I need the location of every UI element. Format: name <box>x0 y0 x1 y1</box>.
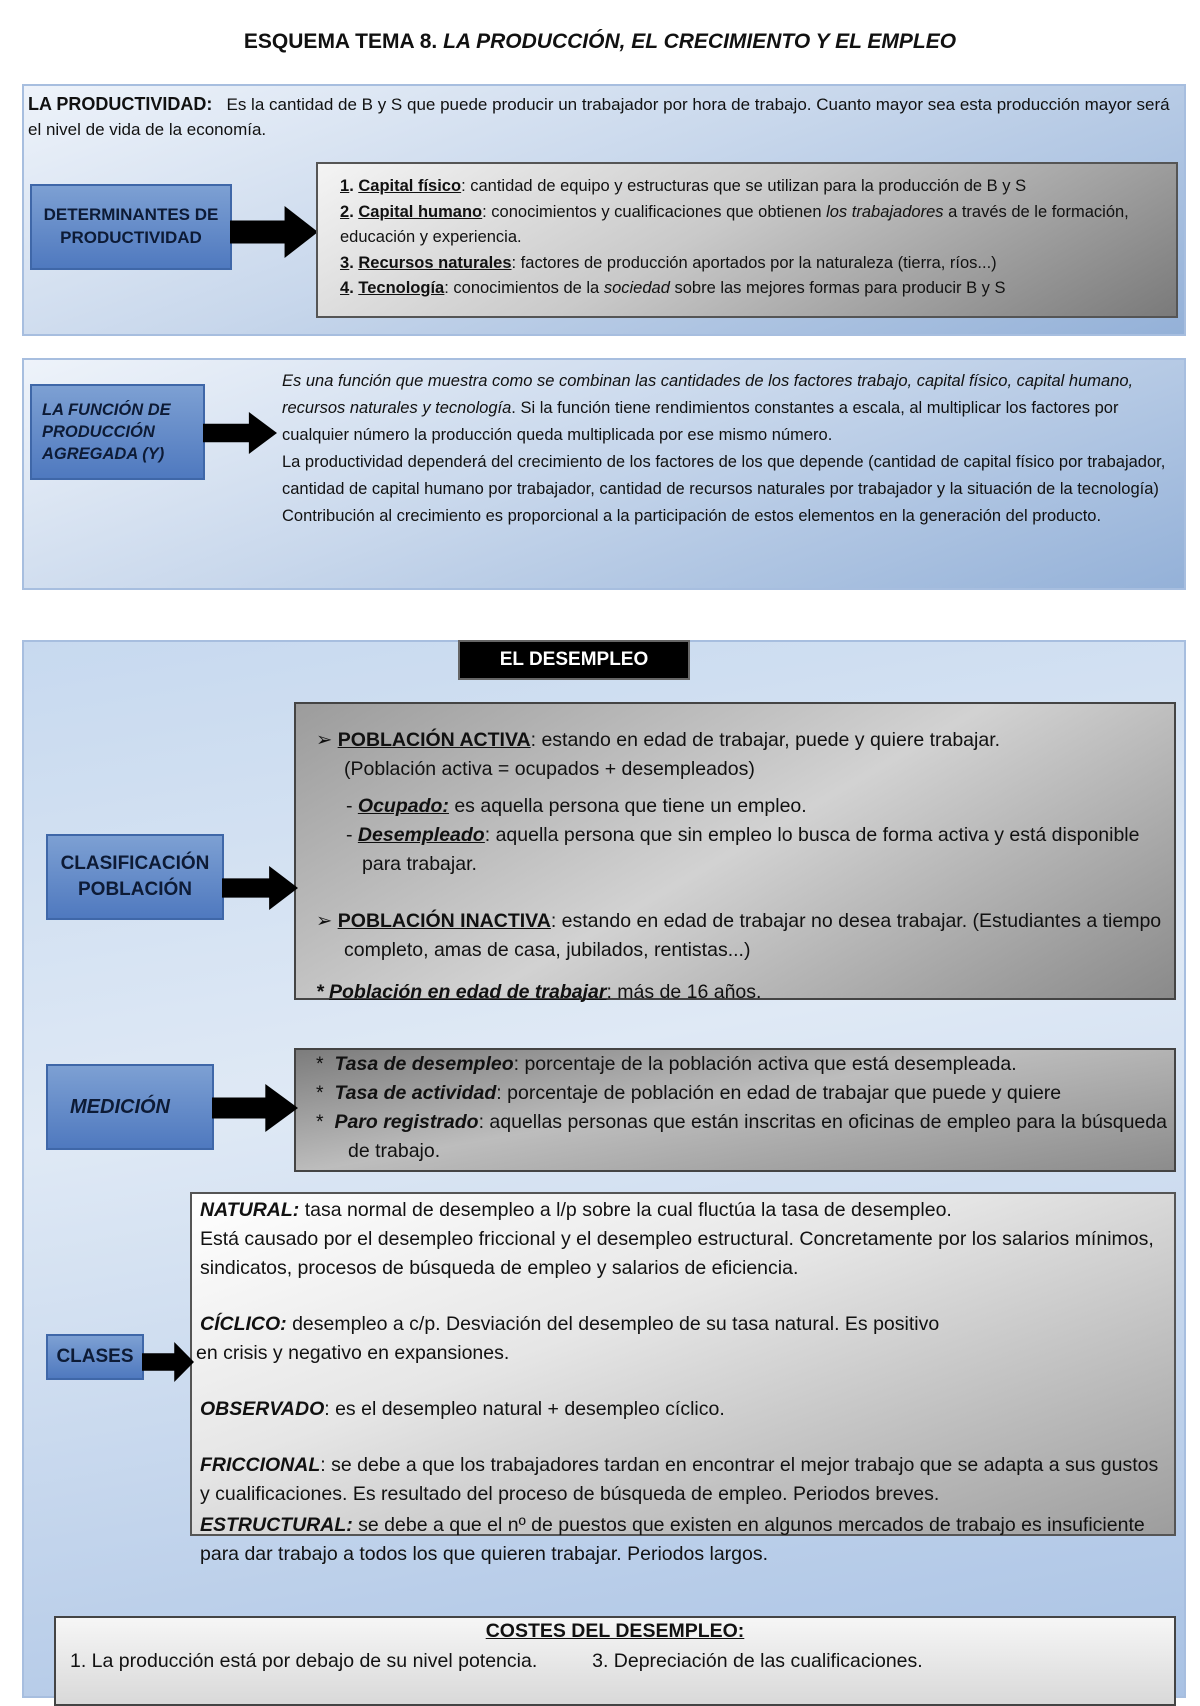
clase-observado: OBSERVADO: es el desempleo natural + desempleo cíclico. <box>200 1398 725 1420</box>
determinante-item: 2. Capital humano: conocimientos y cualificaciones que obtienen los trabajadores a través de le formación, educación y experiencia. <box>340 202 1129 246</box>
medicion-item: * Tasa de actividad: porcentaje de población en edad de trabajar que puede y quiere <box>316 1082 1062 1104</box>
ocupado-item: - Ocupado: es aquella persona que tiene un empleo. <box>346 795 807 817</box>
edad-trabajar: * Población en edad de trabajar: más de 16 años. <box>316 981 762 1003</box>
clasificacion-box: CLASIFICACIÓN POBLACIÓN <box>46 834 224 920</box>
funcion-text <box>282 368 1174 530</box>
medicion-item: * Paro registrado: aquellas personas que están inscritas en oficinas de empleo para la búsqueda de trabajo. <box>316 1111 1167 1162</box>
costes-list <box>70 1650 1170 1673</box>
clase-natural-detail: Está causado por el desempleo friccional y el desempleo estructural. Concretamente por los salarios mínimos, sindicatos, procesos de búsqueda de empleo y salarios de eficiencia. <box>200 1228 1154 1279</box>
clase-friccional: FRICCIONAL: se debe a que los trabajadores tardan en encontrar el mejor trabajo que se adapta a sus gustos y cualificaciones. Es resultado del proceso de búsqueda de empleo. Periodos breves. <box>200 1454 1159 1505</box>
poblacion-activa: ➢ POBLACIÓN ACTIVA: estando en edad de trabajar, puede y quiere trabajar. <box>316 729 1001 751</box>
medicion-list <box>316 1048 1172 1166</box>
title-prefix: ESQUEMA TEMA 8. <box>243 30 438 53</box>
coste-item: 1. La producción está por debajo de su nivel potencia. <box>70 1650 538 1672</box>
productividad-text: Es la cantidad de B y S que puede producir un trabajador por hora de trabajo. Cuanto mayor sea esta producción mayor será el nivel de vida de la economía. <box>28 95 1170 139</box>
clases-box: CLASES <box>46 1334 144 1380</box>
productividad-definition <box>28 92 1178 142</box>
funcion-italic-definition: Es una función que muestra como se combinan las cantidades de los factores trabajo, capital físico, capital humano, recursos naturales y tecnología <box>282 372 1134 417</box>
clase-ciclico-detail: en crisis y negativo en expansiones. <box>196 1342 510 1364</box>
funcion-rest-definition: . Si la función tiene rendimientos constantes a escala, al multiplicar los factores por cualquier número la producción queda multiplicada por ese mismo número. <box>282 399 1119 444</box>
productividad-label: LA PRODUCTIVIDAD: <box>28 94 213 114</box>
determinante-item: 3. Recursos naturales: factores de producción aportados por la naturaleza (tierra, ríos...) <box>340 253 997 272</box>
desempleo-header: EL DESEMPLEO <box>458 640 690 680</box>
funcion-box: LA FUNCIÓN DE PRODUCCIÓN AGREGADA (Y) <box>30 384 205 480</box>
determinantes-box: DETERMINANTES DE PRODUCTIVIDAD <box>30 184 232 270</box>
page-title <box>0 30 1200 54</box>
funcion-paragraph2: La productividad dependerá del crecimiento de los factores de los que depende (cantidad de capital físico por trabajador, cantidad de capital humano por trabajador, cantidad de recursos naturales por trabajador y la situación de la tecnología) Contribución al crecimiento es proporcional a la participación de estos elementos en la generación del producto. <box>282 453 1166 525</box>
poblacion-inactiva: ➢ POBLACIÓN INACTIVA: estando en edad de trabajar no desea trabajar. (Estudiantes a tiempo completo, amas de casa, jubilados, rentistas...) <box>316 910 1162 961</box>
clase-ciclico: CÍCLICO: desempleo a c/p. Desviación del desempleo de su tasa natural. Es positivo <box>200 1313 940 1335</box>
determinante-item: 4. Tecnología: conocimientos de la sociedad sobre las mejores formas para producir B y S <box>340 279 1006 297</box>
clase-natural: NATURAL: tasa normal de desempleo a l/p sobre la cual fluctúa la tasa de desempleo. <box>200 1199 952 1221</box>
costes-title: COSTES DEL DESEMPLEO: <box>485 1620 745 1642</box>
medicion-item: * Tasa de desempleo: porcentaje de la población activa que está desempleada. <box>316 1053 1017 1075</box>
poblacion-activa-formula: (Población activa = ocupados + desempleados) <box>344 758 755 780</box>
medicion-box: MEDICIÓN <box>46 1064 214 1150</box>
clasificacion-text <box>316 726 1166 965</box>
determinante-item: 1. Capital físico: cantidad de equipo y estructuras que se utilizan para la producción de B y S <box>340 177 1027 195</box>
desempleado-item: - Desempleado: aquella persona que sin empleo lo busca de forma activa y está disponible para trabajar. <box>346 824 1140 875</box>
title-italic: LA PRODUCCIÓN, EL CRECIMIENTO Y EL EMPLEO <box>443 30 957 53</box>
determinantes-list <box>316 162 1178 318</box>
coste-item: 3. Depreciación de las cualificaciones. <box>592 1650 923 1672</box>
clases-text <box>196 1196 1172 1569</box>
clase-estructural: ESTRUCTURAL: se debe a que el nº de puestos que existen en algunos mercados de trabajo es insuficiente para dar trabajo a todos los que quieren trabajar. Periodos largos. <box>200 1514 1145 1565</box>
